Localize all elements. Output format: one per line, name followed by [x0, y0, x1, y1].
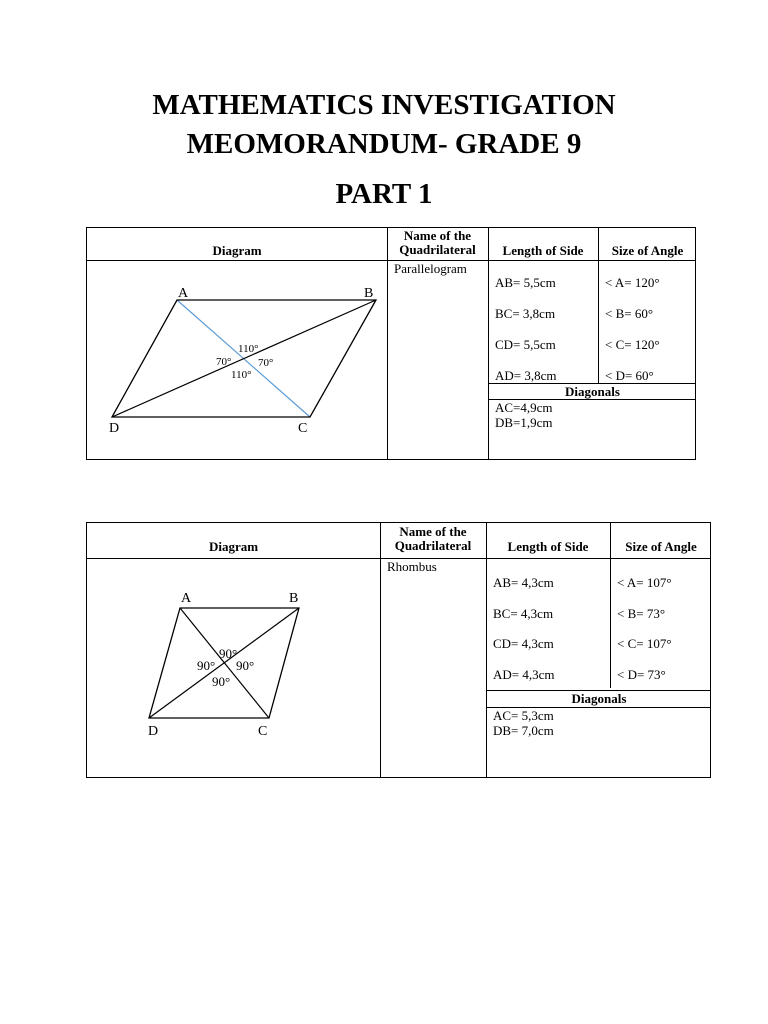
vertex-label-c: C [298, 421, 308, 436]
diagonal-length: AC=4,9cm [495, 400, 553, 415]
vertex-label-d: D [148, 724, 159, 739]
header-name: Name of the Quadrilateral [399, 228, 476, 257]
angle-label: 110° [238, 343, 259, 355]
document-title: MATHEMATICS INVESTIGATION [152, 89, 616, 121]
angle-size: < C= 120° [605, 337, 660, 352]
rhombus-diagram [88, 560, 379, 778]
rhombus-diagonal-db [149, 608, 299, 718]
angle-size: < A= 107° [617, 575, 672, 590]
header-length: Length of Side [502, 243, 584, 258]
vertex-label-b: B [364, 286, 374, 301]
diagonal-length: DB=1,9cm [495, 415, 553, 430]
header-angle: Size of Angle [611, 243, 684, 258]
side-length: BC= 4,3cm [493, 606, 554, 621]
header-angle: Size of Angle [625, 539, 697, 554]
side-length: CD= 4,3cm [493, 636, 554, 651]
angle-label: 70° [216, 356, 232, 368]
header-diagonals: Diagonals [565, 384, 620, 399]
document-subtitle: MEOMORANDUM- GRADE 9 [186, 128, 582, 160]
header-diagram: Diagram [208, 539, 259, 554]
header-name: Name of the Quadrilateral [394, 524, 472, 553]
quadrilateral-name: Rhombus [387, 559, 437, 574]
quadrilateral-name: Parallelogram [394, 261, 467, 276]
header-length: Length of Side [507, 539, 589, 554]
diagonal-length: AC= 5,3cm [493, 708, 554, 723]
angle-label: 70° [258, 357, 274, 369]
quadrilateral-table-parallelogram [86, 227, 696, 460]
vertex-label-d: D [109, 421, 120, 436]
angle-label: 90° [197, 658, 216, 673]
side-length: BC= 3,8cm [495, 306, 556, 321]
angle-label: 90° [212, 674, 231, 689]
diagonal-length: DB= 7,0cm [493, 723, 554, 738]
side-length: AD= 4,3cm [493, 667, 555, 682]
angle-label: 90° [219, 646, 238, 661]
side-length: AD= 3,8cm [495, 368, 557, 383]
angle-size: < B= 73° [617, 606, 666, 621]
side-length: CD= 5,5cm [495, 337, 556, 352]
angle-size: < C= 107° [617, 636, 672, 651]
angle-size: < B= 60° [605, 306, 654, 321]
parallelogram-diagram [88, 262, 386, 460]
vertex-label-a: A [181, 591, 192, 606]
parallelogram-diagonal-db [112, 300, 376, 417]
part-heading: PART 1 [335, 178, 433, 210]
quadrilateral-table-rhombus [86, 522, 711, 778]
angle-label: 110° [231, 369, 252, 381]
vertex-label-c: C [258, 724, 268, 739]
side-length: AB= 4,3cm [493, 575, 554, 590]
vertex-label-a: A [178, 286, 189, 301]
angle-size: < D= 73° [617, 667, 666, 682]
angle-size: < D= 60° [605, 368, 654, 383]
vertex-label-b: B [289, 591, 299, 606]
side-length: AB= 5,5cm [495, 275, 556, 290]
header-diagonals: Diagonals [571, 691, 627, 706]
header-diagram: Diagram [212, 243, 262, 258]
angle-size: < A= 120° [605, 275, 660, 290]
angle-label: 90° [236, 658, 255, 673]
